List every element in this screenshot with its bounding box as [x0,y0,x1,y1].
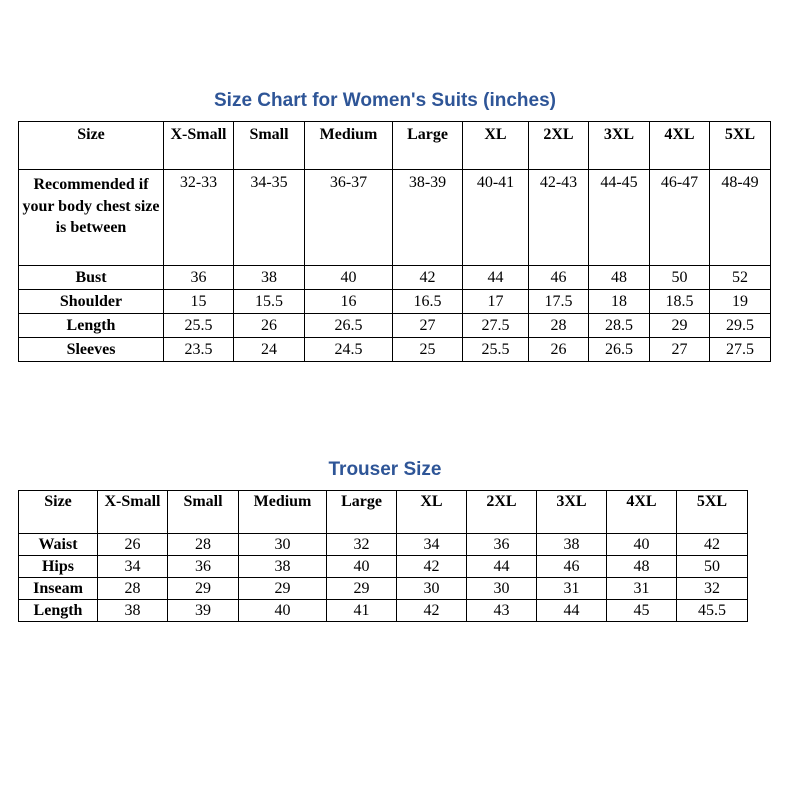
trouser-chart-title: Trouser Size [328,459,442,480]
table-cell: 29.5 [710,314,771,338]
table-cell: 42 [397,600,467,622]
table-cell: 26.5 [305,314,393,338]
table-cell: 26 [529,338,589,362]
row-label: Shoulder [19,290,164,314]
table-cell: 45.5 [677,600,748,622]
table-cell: 36 [168,556,239,578]
table-cell: 26.5 [589,338,650,362]
table-row [19,338,771,362]
table-cell: 42 [677,534,748,556]
table-row [19,290,771,314]
table-cell: 15 [164,290,234,314]
table-cell: 32-33 [164,170,234,266]
row-label: Sleeves [19,338,164,362]
suit-size-table [18,121,771,362]
table-cell: 16 [305,290,393,314]
table-cell: 15.5 [234,290,305,314]
table-cell: 42 [393,266,463,290]
size-header-x-small: X-Small [164,122,234,170]
table-cell: 48 [607,556,677,578]
table-cell: 50 [650,266,710,290]
table-cell: 36-37 [305,170,393,266]
row-label: Inseam [19,578,98,600]
table-cell: 30 [239,534,327,556]
table-cell: 31 [537,578,607,600]
table-cell: 38 [239,556,327,578]
table-cell: 17.5 [529,290,589,314]
table-header-row [19,122,771,170]
table-cell: 24 [234,338,305,362]
size-header-small: Small [234,122,305,170]
size-header-3xl: 3XL [537,491,607,534]
table-cell: 43 [467,600,537,622]
suit-chart-title: Size Chart for Women's Suits (inches) [214,90,556,111]
table-cell: 28.5 [589,314,650,338]
size-header-2xl: 2XL [467,491,537,534]
row-label: Recommended if your body chest size is between [19,170,164,266]
table-cell: 36 [467,534,537,556]
table-cell: 44 [463,266,529,290]
table-cell: 29 [650,314,710,338]
table-cell: 36 [164,266,234,290]
table-cell: 40 [239,600,327,622]
table-cell: 26 [234,314,305,338]
table-row [19,314,771,338]
size-header-xl: XL [463,122,529,170]
table-cell: 24.5 [305,338,393,362]
table-cell: 50 [677,556,748,578]
table-cell: 42 [397,556,467,578]
table-cell: 34-35 [234,170,305,266]
table-cell: 40 [327,556,397,578]
size-header-medium: Medium [305,122,393,170]
table-cell: 16.5 [393,290,463,314]
row-label: Waist [19,534,98,556]
size-header-medium: Medium [239,491,327,534]
table-cell: 42-43 [529,170,589,266]
table-cell: 26 [98,534,168,556]
table-cell: 25.5 [164,314,234,338]
table-cell: 38 [234,266,305,290]
row-label: Hips [19,556,98,578]
table-cell: 30 [397,578,467,600]
table-cell: 44 [537,600,607,622]
table-cell: 39 [168,600,239,622]
table-row [19,266,771,290]
row-label: Bust [19,266,164,290]
table-cell: 28 [168,534,239,556]
table-cell: 30 [467,578,537,600]
table-cell: 27.5 [710,338,771,362]
table-cell: 17 [463,290,529,314]
table-cell: 52 [710,266,771,290]
table-cell: 32 [677,578,748,600]
table-cell: 28 [98,578,168,600]
table-row [19,556,748,578]
header-size-label: Size [19,122,164,170]
table-cell: 46 [529,266,589,290]
table-cell: 27.5 [463,314,529,338]
table-cell: 44-45 [589,170,650,266]
table-row [19,534,748,556]
size-header-x-small: X-Small [98,491,168,534]
table-cell: 29 [168,578,239,600]
table-row [19,600,748,622]
table-cell: 40 [305,266,393,290]
table-cell: 18 [589,290,650,314]
size-header-2xl: 2XL [529,122,589,170]
trouser-size-table [18,490,748,622]
size-header-4xl: 4XL [650,122,710,170]
size-header-3xl: 3XL [589,122,650,170]
table-cell: 29 [239,578,327,600]
table-cell: 28 [529,314,589,338]
table-cell: 19 [710,290,771,314]
table-cell: 44 [467,556,537,578]
table-cell: 48 [589,266,650,290]
table-cell: 25 [393,338,463,362]
table-cell: 46 [537,556,607,578]
table-cell: 25.5 [463,338,529,362]
table-cell: 46-47 [650,170,710,266]
table-cell: 34 [98,556,168,578]
table-cell: 40-41 [463,170,529,266]
table-cell: 38-39 [393,170,463,266]
size-header-5xl: 5XL [710,122,771,170]
table-header-row [19,491,748,534]
table-cell: 23.5 [164,338,234,362]
table-row [19,170,771,266]
table-cell: 45 [607,600,677,622]
row-label: Length [19,600,98,622]
table-cell: 40 [607,534,677,556]
table-cell: 48-49 [710,170,771,266]
table-cell: 32 [327,534,397,556]
size-header-large: Large [327,491,397,534]
size-header-5xl: 5XL [677,491,748,534]
size-header-large: Large [393,122,463,170]
table-cell: 34 [397,534,467,556]
table-cell: 38 [537,534,607,556]
table-cell: 27 [650,338,710,362]
table-cell: 31 [607,578,677,600]
size-header-4xl: 4XL [607,491,677,534]
table-cell: 18.5 [650,290,710,314]
table-cell: 41 [327,600,397,622]
size-header-xl: XL [397,491,467,534]
header-size-label: Size [19,491,98,534]
row-label: Length [19,314,164,338]
table-cell: 27 [393,314,463,338]
table-cell: 29 [327,578,397,600]
table-row [19,578,748,600]
size-header-small: Small [168,491,239,534]
table-cell: 38 [98,600,168,622]
